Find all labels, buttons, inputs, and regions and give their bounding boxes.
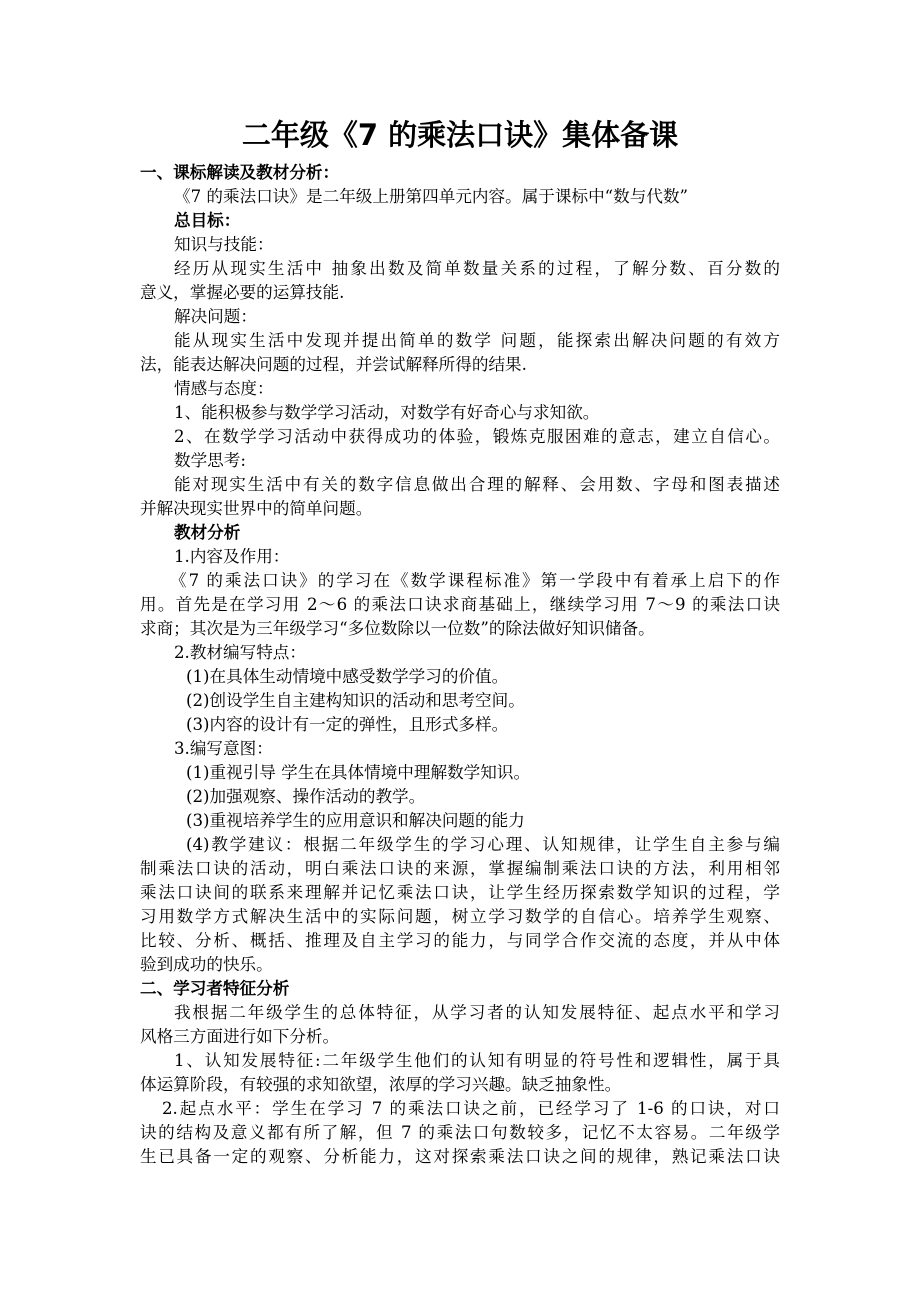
section-heading-2: 二、学习者特征分析 bbox=[140, 979, 290, 998]
paragraph-line: 验到成功的快乐。 bbox=[140, 955, 273, 974]
paragraph-line: 乘法口诀间的联系来理解并记忆乘法口诀，让学生经历探索数学知识的过程，学 bbox=[140, 883, 780, 902]
list-item: (1)重视引导 学生在具体情境中理解数学知识。 bbox=[186, 763, 531, 782]
subheading-features: 2.教材编写特点： bbox=[174, 643, 306, 662]
paragraph-line: 意义，掌握必要的运算技能. bbox=[140, 283, 345, 302]
subheading-knowledge-skills: 知识与技能： bbox=[174, 235, 274, 254]
list-item: 1、能积极参与数学学习活动，对数学有好奇心与求知欲。 bbox=[174, 403, 600, 422]
list-item: 2、在数学学习活动中获得成功的体验，锻炼克服困难的意志，建立自信心。 bbox=[174, 427, 780, 446]
document-title: 二年级《7 的乘法口诀》集体备课 bbox=[241, 118, 679, 152]
list-item: (2)创设学生自主建构知识的活动和思考空间。 bbox=[186, 691, 525, 710]
list-item: (2)加强观察、操作活动的教学。 bbox=[186, 787, 426, 806]
subheading-intent: 3.编写意图： bbox=[174, 739, 273, 758]
subheading-problem-solving: 解决问题： bbox=[174, 307, 257, 326]
section-heading-1: 一、课标解读及教材分析： bbox=[140, 163, 340, 182]
paragraph-line: 经历从现实生活中 抽象出数及简单数量关系的过程，了解分数、百分数的 bbox=[174, 259, 780, 278]
paragraph-line: 习用数学方式解决生活中的实际问题，树立学习数学的自信心。培养学生观察、 bbox=[140, 907, 780, 926]
paragraph-line: 《7 的乘法口诀》的学习在《数学课程标准》第一学段中有着承上启下的作 bbox=[170, 571, 780, 590]
subheading-content: 1.内容及作用： bbox=[174, 547, 290, 566]
paragraph-line: 体运算阶段，有较强的求知欲望，浓厚的学习兴趣。缺乏抽象性。 bbox=[140, 1075, 622, 1094]
subheading-overall-goals: 总目标： bbox=[174, 211, 241, 230]
paragraph-line: 我根据二年级学生的总体特征，从学习者的认知发展特征、起点水平和学习 bbox=[174, 1003, 780, 1022]
paragraph-line: 《7 的乘法口诀》是二年级上册第四单元内容。属于课标中“数与代数” bbox=[174, 187, 689, 206]
paragraph-line: 1、认知发展特征:二年级学生他们的认知有明显的符号性和逻辑性，属于具 bbox=[174, 1051, 780, 1070]
list-item: (4)教学建议：根据二年级学生的学习心理、认知规律，让学生自主参与编 bbox=[186, 835, 780, 854]
list-item: (1)在具体生动情境中感受数学学习的价值。 bbox=[186, 667, 509, 686]
paragraph-line: 比较、分析、概括、推理及自主学习的能力，与同学合作交流的态度，并从中体 bbox=[140, 931, 780, 950]
list-item: (3)内容的设计有一定的弹性，且形式多样。 bbox=[186, 715, 509, 734]
paragraph-line: 诀的结构及意义都有所了解，但 7 的乘法口句数较多，记忆不太容易。二年级学 bbox=[140, 1123, 780, 1142]
subheading-textbook-analysis: 教材分析 bbox=[174, 523, 241, 542]
paragraph-line: 生已具备一定的观察、分析能力，这对探索乘法口诀之间的规律，熟记乘法口诀 bbox=[140, 1147, 780, 1166]
subheading-math-thinking: 数学思考: bbox=[174, 451, 246, 470]
list-item: (3)重视培养学生的应用意识和解决问题的能力 bbox=[186, 811, 525, 830]
paragraph-line: 风格三方面进行如下分析。 bbox=[140, 1027, 340, 1046]
paragraph-line: 并解决现实世界中的简单问题。 bbox=[140, 499, 373, 518]
paragraph-line: 法，能表达解决问题的过程，并尝试解释所得的结果. bbox=[140, 355, 527, 374]
paragraph-line: 用。首先是在学习用 2～6 的乘法口诀求商基础上，继续学习用 7～9 的乘法口诀 bbox=[140, 595, 780, 614]
paragraph-line: 制乘法口诀的活动，明白乘法口诀的来源，掌握编制乘法口诀的方法，利用相邻 bbox=[140, 859, 780, 878]
paragraph-line: 能对现实生活中有关的数字信息做出合理的解释、会用数、字母和图表描述 bbox=[174, 475, 780, 494]
subheading-attitude: 情感与态度： bbox=[174, 379, 274, 398]
paragraph-line: 求商；其次是为三年级学习“多位数除以一位数”的除法做好知识储备。 bbox=[140, 619, 655, 638]
paragraph-line: 2.起点水平：学生在学习 7 的乘法口诀之前，已经学习了 1-6 的口诀，对口 bbox=[162, 1099, 780, 1118]
paragraph-line: 能从现实生活中发现并提出简单的数学 问题，能探索出解决问题的有效方 bbox=[174, 331, 780, 350]
